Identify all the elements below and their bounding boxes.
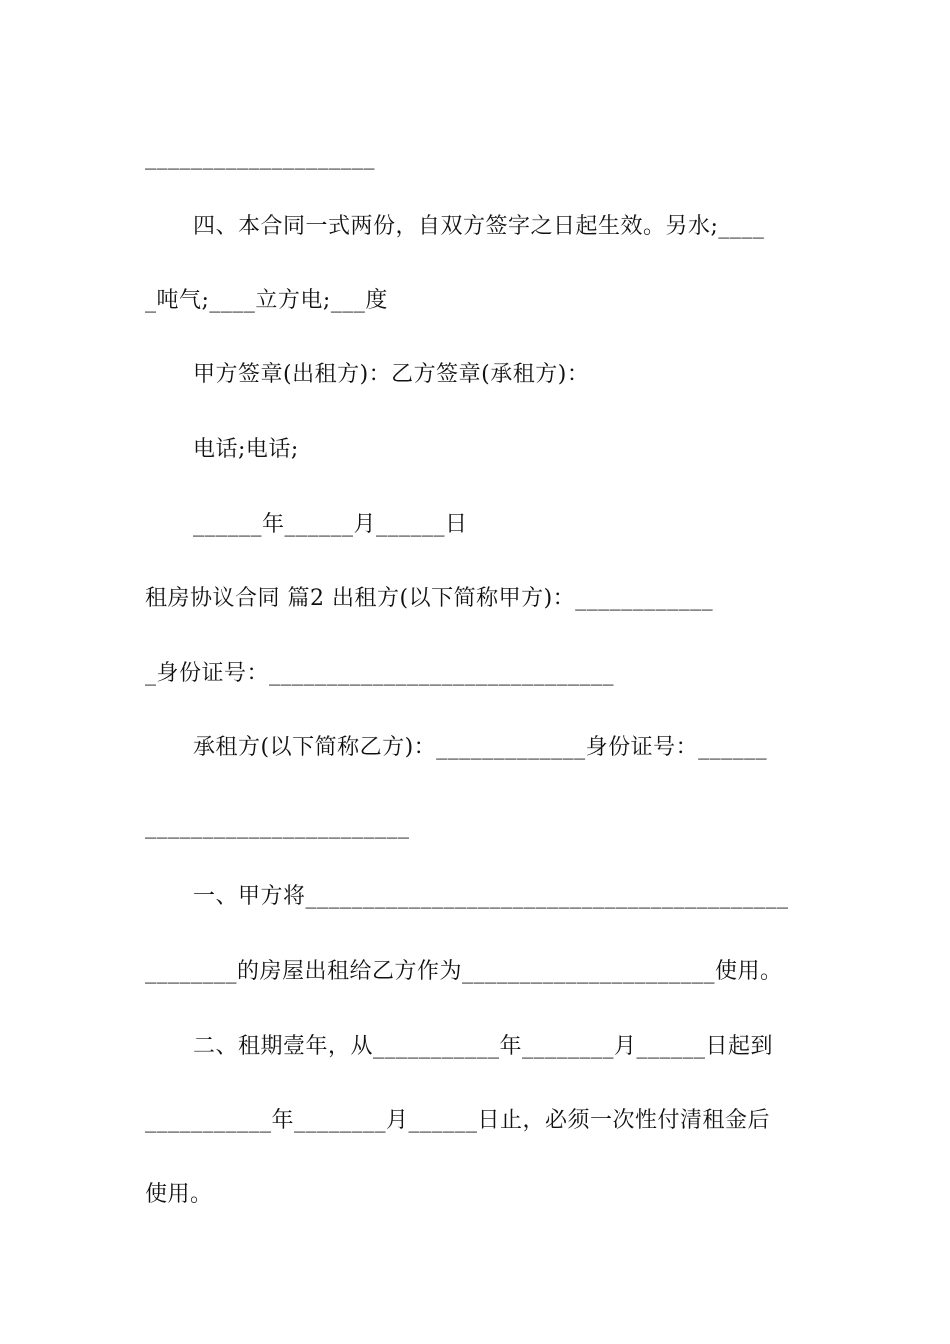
lessor-id-line: _身份证号：______________________________ — [145, 661, 615, 686]
clause-two-line3: 使用。 — [145, 1182, 213, 1207]
blank-line-top: ____________________ — [145, 145, 375, 170]
clause-four-line2: _吨气;____立方电;___度 — [145, 288, 388, 313]
date-line: ______年______月______日 — [193, 512, 468, 537]
phone-line: 电话;电话; — [193, 437, 299, 462]
lessee-line: 承租方(以下简称乙方)：_____________身份证号：______ — [193, 735, 768, 760]
clause-two-line2: ___________年________月______日止，必须一次性付清租金后 — [145, 1108, 771, 1133]
clause-four-line1: 四、本合同一式两份，自双方签字之日起生效。另水;____ — [193, 214, 765, 239]
clause-one-line1: 一、甲方将__________________________________________ — [193, 884, 789, 909]
clause-one-line2: ________的房屋出租给乙方作为______________________使用。 — [145, 959, 783, 984]
clause-two-line1: 二、租期壹年，从___________年________月______日起到 — [193, 1034, 774, 1059]
contract-title-lessor: 租房协议合同 篇2 出租方(以下简称甲方)：____________ — [145, 586, 714, 611]
signature-line: 甲方签章(出租方)：乙方签章(承租方)： — [193, 362, 590, 387]
lessee-id-continuation: _______________________ — [145, 814, 410, 839]
